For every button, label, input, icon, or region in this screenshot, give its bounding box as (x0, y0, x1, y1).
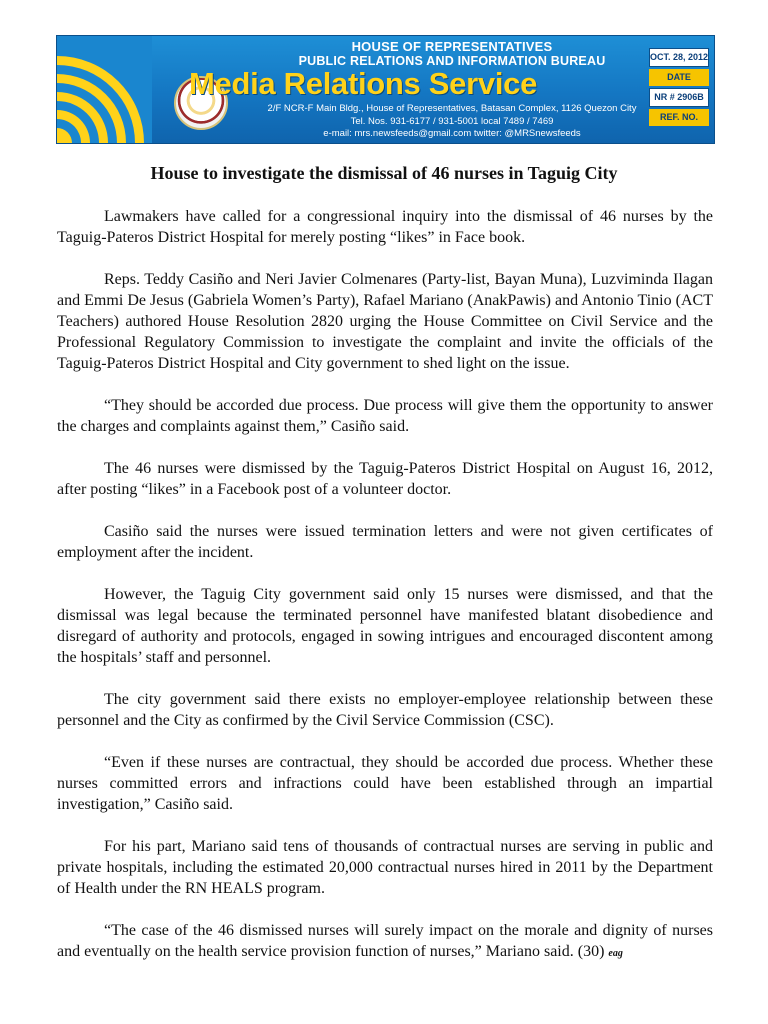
header-contact: e-mail: mrs.newsfeeds@gmail.com twitter: @MRSnewsfeeds (323, 128, 581, 139)
header-bureau-line: PUBLIC RELATIONS AND INFORMATION BUREAU (298, 54, 606, 68)
paragraph: Casiño said the nurses were issued termination letters and were not given certificates of employment after the incident. (57, 523, 713, 561)
header-org-line: HOUSE OF REPRESENTATIVES (351, 39, 553, 54)
closing-paragraph (57, 920, 713, 964)
closing-text: “The case of the 46 dismissed nurses will surely impact on the morale and dignity of nurses and eventually on the health service provision function of nurses,” Mariano said. (30) (57, 922, 713, 960)
header-address: 2/F NCR-F Main Bldg., House of Representatives, Batasan Complex, 1126 Quezon City (267, 103, 637, 114)
ref-number-label: REF. NO. (649, 109, 709, 126)
paragraph: “Even if these nurses are contractual, they should be accorded due process. Whether these nurses committed errors and infractions could have been established through an impartial investigation,” Casiño said. (57, 754, 713, 813)
paragraph: However, the Taguig City government said only 15 nurses were dismissed, and that the dismissal was legal because the terminated personnel have manifested blatant disobedience and disregard of authority and protocols, engaged in sowing intrigues and encouraged discontent among the hospitals’ staff and personnel. (57, 586, 713, 666)
paragraph: For his part, Mariano said tens of thousands of contractual nurses are serving in public and private hospitals, including the estimated 20,000 contractual nurses hired in 2011 by the Department of Health under the RN HEALS program. (57, 838, 713, 897)
date-value: OCT. 28, 2012 (649, 48, 709, 67)
paragraph: The 46 nurses were dismissed by the Taguig-Pateros District Hospital on August 16, 2012, after posting “likes” in a Facebook post of a volunteer doctor. (57, 460, 713, 498)
paragraph: “They should be accorded due process. Due process will give them the opportunity to answer the charges and complaints against them,” Casiño said. (57, 397, 713, 435)
article-body (57, 206, 713, 964)
author-initials: eag (608, 948, 623, 959)
signal-waves-icon (57, 36, 152, 143)
article-headline: House to investigate the dismissal of 46 nurses in Taguig City (150, 163, 618, 183)
header-telephone: Tel. Nos. 931-6177 / 931-5001 local 7489 / 7469 (350, 116, 554, 127)
paragraph: Reps. Teddy Casiño and Neri Javier Colmenares (Party-list, Bayan Muna), Luzviminda Ilagan and Emmi De Jesus (Gabriela Women’s Party), Rafael Mariano (AnakPawis) and Antonio Tinio (ACT Teachers) authored House Resolution 2820 urging the House Committee on Civil Service and the Professional Regulatory Commission to investigate the complaint and invite the officials of the Taguig-Pateros District Hospital and City government to shed light on the issue. (57, 271, 713, 372)
header-title: Media Relations Service (189, 66, 538, 101)
paragraph: Lawmakers have called for a congressional inquiry into the dismissal of 46 nurses by the Taguig-Pateros District Hospital for merely posting “likes” in Face book. (57, 208, 713, 246)
header-banner (56, 35, 715, 144)
ref-number-value: NR # 2906B (649, 88, 709, 107)
reference-box (649, 48, 709, 128)
date-label: DATE (649, 69, 709, 86)
paragraph: The city government said there exists no employer-employee relationship between these personnel and the City as confirmed by the Civil Service Commission (CSC). (57, 691, 713, 729)
